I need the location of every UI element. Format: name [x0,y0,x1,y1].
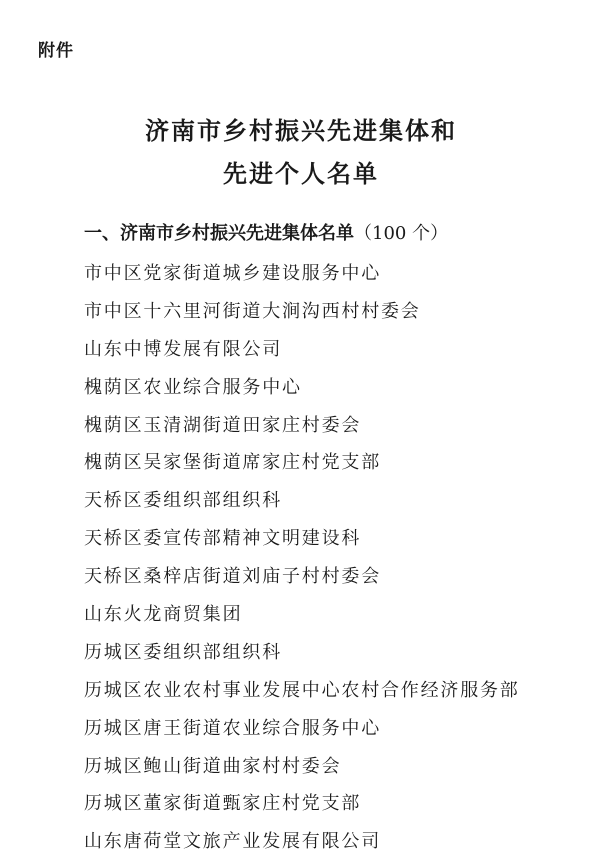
list-item: 槐荫区农业综合服务中心 [84,376,302,398]
attachment-label: 附件 [38,41,74,61]
list-item: 槐荫区玉清湖街道田家庄村委会 [84,414,362,436]
list-item: 山东中博发展有限公司 [84,338,282,360]
document-title-line-1: 济南市乡村振兴先进集体和 [145,117,457,145]
collective-list [84,255,520,861]
list-item: 天桥区委组织部组织科 [84,490,282,512]
list-item: 槐荫区吴家堡街道席家庄村党支部 [84,452,381,474]
list-item: 市中区十六里河街道大涧沟西村村委会 [84,300,421,322]
list-item: 历城区委组织部组织科 [84,641,282,663]
list-item: 历城区董家街道甄家庄村党支部 [84,793,362,815]
list-item: 历城区鲍山街道曲家村村委会 [84,755,342,777]
list-item: 山东火龙商贸集团 [84,604,243,626]
list-item: 天桥区委宣传部精神文明建设科 [84,528,362,550]
section-heading [84,219,448,245]
section-heading-text: 一、济南市乡村振兴先进集体名单 [84,223,354,244]
section-count: （100 个） [354,223,449,244]
list-item: 历城区农业农村事业发展中心农村合作经济服务部 [84,679,520,701]
list-item: 历城区唐王街道农业综合服务中心 [84,717,381,739]
document-title-line-2: 先进个人名单 [223,160,379,188]
list-item: 山东唐荷堂文旅产业发展有限公司 [84,831,381,853]
list-item: 天桥区桑梓店街道刘庙子村村委会 [84,566,381,588]
list-item: 市中区党家街道城乡建设服务中心 [84,263,381,284]
